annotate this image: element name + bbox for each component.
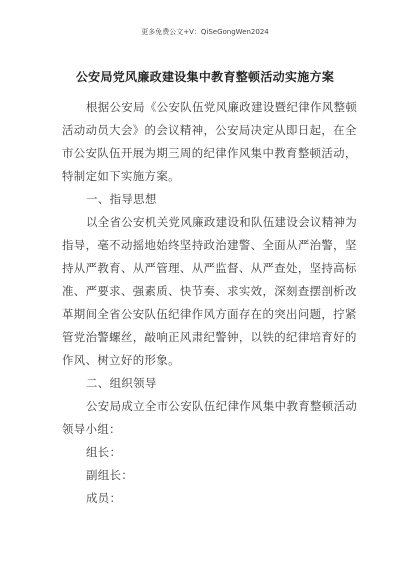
deputy-leader-label: 副组长： xyxy=(86,468,134,482)
section1-line: 作风、树立好的形象。 xyxy=(62,353,180,367)
leader-label: 组长： xyxy=(86,445,122,459)
intro-line: 活动动员大会》的会议精神，公安局决定从即日起，在全 xyxy=(62,123,357,137)
members-label: 成员： xyxy=(86,491,122,505)
intro-line: 市公安队伍开展为期三周的纪律作风集中教育整顿活动， xyxy=(62,146,357,160)
intro-line: 根据公安局《公安队伍党风廉政建设暨纪律作风整顿 xyxy=(86,100,358,114)
section1-line: 以全省公安机关党风廉政建设和队伍建设会议精神为 xyxy=(86,215,358,229)
header-note: 更多免费公文+V：QiSeGongWen2024 xyxy=(141,28,269,36)
section-heading-organization: 二、组织领导 xyxy=(86,376,157,390)
section1-line: 准、严要求、强素质、快节奏、求实效，深刻查摆剖析改 xyxy=(62,284,357,298)
section2-line: 公安局成立全市公安队伍纪律作风集中教育整顿活动 xyxy=(86,399,358,413)
intro-line: 特制定如下实施方案。 xyxy=(62,169,180,183)
section1-line: 指导，毫不动摇地始终坚持政治建警、全面从严治警，坚 xyxy=(62,238,357,252)
section-heading-guiding-ideology: 一、指导思想 xyxy=(86,192,157,206)
section1-line: 持从严教育、从严管理、从严监督、从严查处，坚持高标 xyxy=(62,261,357,275)
document-title: 公安局党风廉政建设集中教育整顿活动实施方案 xyxy=(75,70,335,84)
section1-line: 管党治警螺丝，敲响正风肃纪警钟，以铁的纪律培育好的 xyxy=(62,330,357,344)
section2-line: 领导小组： xyxy=(62,422,121,436)
section1-line: 革期间全省公安队伍纪律作风方面存在的突出问题，拧紧 xyxy=(62,307,357,321)
